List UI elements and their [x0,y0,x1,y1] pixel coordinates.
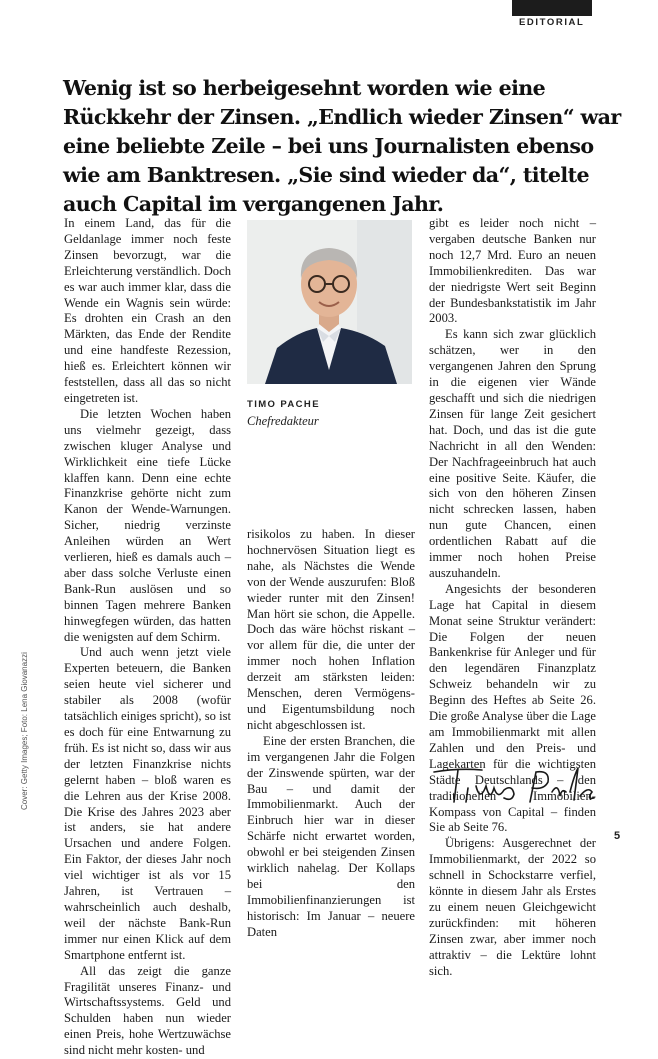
portrait-illustration [247,220,412,384]
paragraph: Und auch wenn jetzt viele Experten beteuern, die Banken seien heute viel sicherer und stabiler als 2008 (wofür tatsächlich einiges spricht), so ist es doch für eine Entwarnung zu früh. Es ist nicht so, dass wir aus der letzten Finanzkrise nichts gelernt haben – bloß waren es die Lehren aus der Krise 2008. Die Krise des Jahres 2023 aber ist anders, sie hat andere Ursachen und andere Folgen. Ein Faktor, der dieses Jahr noch viel wichtiger ist als vor 15 Jahren, ist Vertrauen – wahrscheinlich auch deshalb, weil der nächste Bank-Run immer nur einen Klick auf dem Smartphone entfernt ist. [64,645,231,962]
lead-paragraph: Wenig ist so herbeigesehnt worden wie eine Rückkehr der Zinsen. „Endlich wieder Zinsen“ war eine beliebte Zeile – bei uns Journalisten ebenso wie am Banktresen. „Sie sind wieder da“, titelte auch Capital im vergangenen Jahr. [63,76,621,216]
paragraph: Angesichts der besonderen Lage hat Capital in diesem Monat seine Struktur verändert: Die Folgen der neuen Bankenkrise für Anleger und für den legendären Finanzplatz Schweiz behandeln wir zu Beginn des Heftes ab Seite 26. Die große Analyse über die Lage am Immobilienmarkt mit allen Zahlen und den Preis- und Lagekarten für die wichtigsten Städte Deutschlands – den traditionellen Immobilien-Kompass von Capital – finden Sie ab Seite 76. [429,581,596,835]
paragraph: Die letzten Wochen haben uns vielmehr gezeigt, dass zwischen kluger Analyse und Wirklichkeit eine tiefe Lücke klaffen kann. Denn eine echte Finanzkrise gehörte nicht zum Kanon der Wende-Warnungen. Sicher, niedrig verzinste Anleihen würden an Wert verlieren, hieß es damals auch – aber dass solche Verluste einen Bank-Run auslösen und so binnen Tagen mehrere Banken hinwegfegen würden, das hatten die wenigsten auf dem Schirm. [64,406,231,644]
paragraph: gibt es leider noch nicht – vergaben deutsche Banken nur noch 12,7 Mrd. Euro an neuen Immobilienkrediten. Das war der niedrigste Wert seit Beginn der Bundesbankstatistik im Jahr 2003. [429,216,596,326]
signature [428,762,598,812]
paragraph: Eine der ersten Branchen, die im vergangenen Jahr die Folgen der Zinswende spürten, war der Bau – und damit der Immobilienmarkt. Auch der Einbruch hier war in dieser Schärfe nicht erwartet worden, obwohl er bei steigenden Zinsen wirklich nahelag. Der Kollaps bei den Immobilienfinanzierungen ist historisch: Im Januar – neuere Daten [247,733,415,939]
text-column-3 [429,216,596,978]
author-role: Chefredakteur [247,414,319,428]
paragraph: In einem Land, das für die Geldanlage immer noch feste Zinsen bevorzugt, war die Erleichterung verständlich. Doch es war auch immer klar, dass die Wende ein Wagnis sein würde: Es drohten ein Crash an den Märkten, das Ende der Rendite und eine handfeste Rezession, hieß es. Erleichtert können wir feststellen, dass all das so nicht eingetreten ist. [64,216,231,405]
photo-credit: Cover: Getty Images; Foto: Lena Giovanazzi [20,652,29,810]
paragraph: Es kann sich zwar glücklich schätzen, wer in den vergangenen Jahren den Sprung in die eigenen vier Wände geschafft und sich die niedrigen Zinsen für lange Zeit gesichert hat. Doch, und das ist die gute Nachricht in all den Wenden: Der Nachfrageeinbruch hat auch eine positive Seite. Käufer, die sich von den höheren Zinsen nicht schrecken lassen, haben nun gute Chancen, einen ordentlichen Rabatt auf die immer noch hohen Preise auszuhandeln. [429,327,596,580]
paragraph: All das zeigt die ganze Fragilität unseres Finanz- und Wirtschaftssystems. Geld und Schulden haben nun wieder einen Preis, hohe Wertzuwächse sind nicht mehr kosten- und [64,963,231,1058]
text-column-2 [247,527,415,939]
page-number: 5 [614,830,621,842]
section-tab [512,0,592,16]
author-photo [247,220,412,384]
paragraph: Übrigens: Ausgerechnet der Immobilienmarkt, der 2022 so schnell in Schockstarre verfiel, könnte in diesem Jahr als Erstes zu einem neuen Gleichgewicht zurückfinden: mit höheren Zinsen zwar, aber immer noch attraktiv – die Lektüre lohnt sich. [429,836,596,978]
author-name: TIMO PACHE [247,399,320,410]
text-column-1 [64,216,231,1058]
paragraph: risikolos zu haben. In dieser hochnervösen Situation liegt es nahe, als Nächstes die Wende von der Wende auszurufen: Bloß wieder runter mit den Zinsen! Man hört sie schon, die Appelle. Doch das wäre höchst riskant – vor allem für die, die unter der immer noch hohen Inflation derzeit am stärksten leiden: Menschen, deren Vermögens- und Eigentumsbildung noch nicht abgeschlossen ist. [247,527,415,732]
section-label: EDITORIAL [519,17,585,28]
